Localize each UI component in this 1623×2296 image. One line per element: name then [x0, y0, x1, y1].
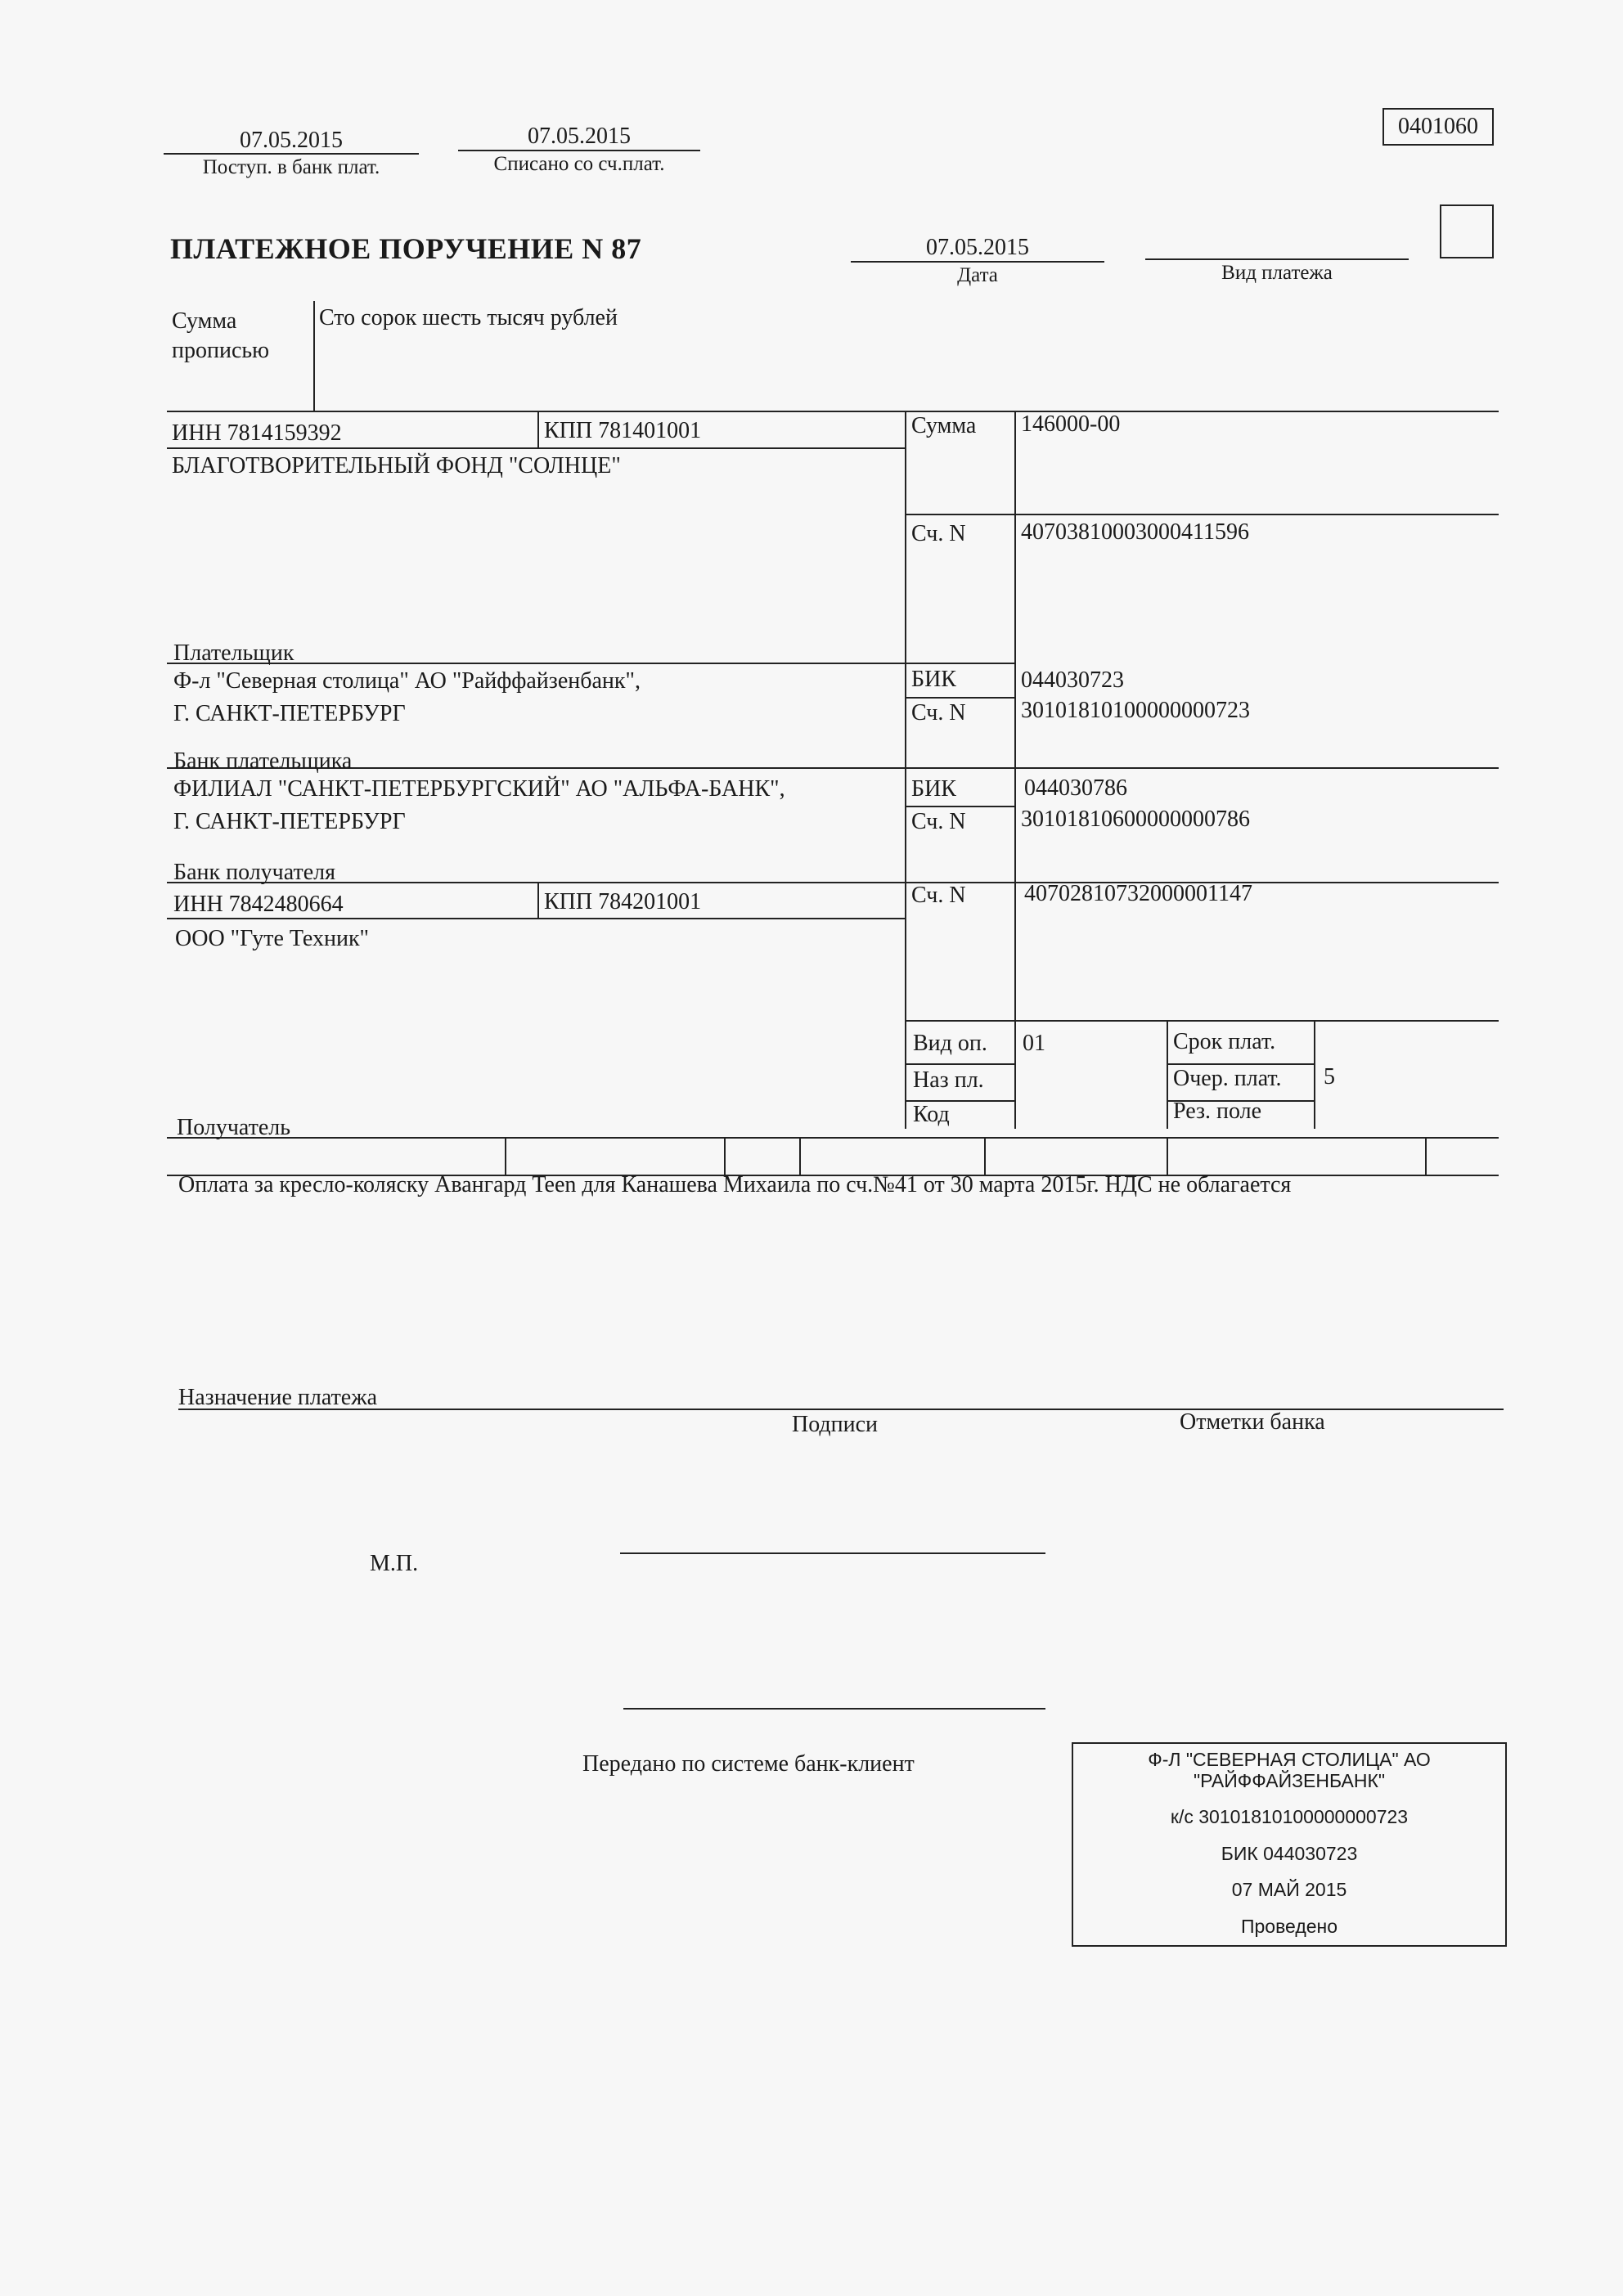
form-code-box	[1382, 108, 1494, 146]
signature-line-2	[623, 1708, 1045, 1710]
payment-type-line	[1145, 258, 1409, 260]
recipient-bank-bik: 044030786	[1024, 775, 1127, 801]
recipient-acc-label: Сч. N	[911, 883, 966, 908]
grid-line	[724, 1137, 726, 1175]
grid-line	[905, 1063, 1014, 1065]
grid-line	[799, 1137, 801, 1175]
bank-stamp-line-5: 07 МАЙ 2015	[1231, 1879, 1347, 1900]
reserve-label: Рез. поле	[1173, 1099, 1262, 1124]
term-label: Срок плат.	[1173, 1029, 1276, 1054]
grid-line	[905, 697, 1014, 699]
payment-type-checkbox	[1440, 204, 1494, 258]
op-type-label: Вид оп.	[913, 1031, 987, 1056]
recipient-bank-label: Банк получателя	[173, 860, 335, 885]
bank-stamp-line-2: "РАЙФФАЙЗЕНБАНК"	[1193, 1770, 1386, 1791]
payer-account-label: Сч. N	[911, 521, 966, 546]
document-date-line	[851, 261, 1104, 263]
payer-bank-acc: 30101810100000000723	[1021, 698, 1250, 723]
code-label: Код	[913, 1102, 950, 1127]
purpose-code-label: Наз пл.	[913, 1067, 984, 1093]
recipient-acc: 40702810732000001147	[1024, 881, 1252, 906]
payer-bank-name-1: Ф-л "Северная столица" АО "Райффайзенбанк",	[173, 668, 641, 694]
payer-bank-name-2: Г. САНКТ-ПЕТЕРБУРГ	[173, 701, 406, 726]
payer-bank-label: Банк плательщика	[173, 748, 353, 774]
grid-line	[167, 882, 1499, 883]
received-date-line	[164, 153, 419, 155]
recipient-bank-acc-label: Сч. N	[911, 809, 966, 834]
payment-purpose-text: Оплата за кресло-коляску Авангард Teen для Канашева Михаила по сч.№41 от 30 марта 2015г. НДС не облагается	[178, 1172, 1292, 1197]
signature-line-1	[620, 1552, 1045, 1554]
recipient-label: Получатель	[177, 1115, 291, 1140]
received-date: 07.05.2015	[240, 128, 343, 153]
recipient-bank-name-1: ФИЛИАЛ "САНКТ-ПЕТЕРБУРГСКИЙ" АО "АЛЬФА-БАНК",	[173, 776, 785, 802]
bank-marks-label: Отметки банка	[1180, 1409, 1325, 1435]
payer-bank-bik-label: БИК	[911, 667, 956, 692]
amount-words-value: Сто сорок шесть тысяч рублей	[319, 305, 618, 330]
grid-line	[167, 411, 1499, 412]
amount-words-divider	[313, 301, 315, 412]
grid-line	[984, 1137, 986, 1175]
payer-bank-bik: 044030723	[1021, 667, 1124, 693]
stamp-place-label: М.П.	[370, 1551, 419, 1576]
grid-line	[505, 1137, 506, 1175]
grid-line	[167, 447, 905, 449]
payer-name: БЛАГОТВОРИТЕЛЬНЫЙ ФОНД "СОЛНЦЕ"	[172, 453, 621, 479]
grid-line	[167, 767, 1499, 769]
bank-stamp-line-6: Проведено	[1240, 1916, 1338, 1937]
recipient-bank-name-2: Г. САНКТ-ПЕТЕРБУРГ	[173, 809, 406, 834]
received-label: Поступ. в банк плат.	[202, 156, 380, 178]
bank-stamp-line-1: Ф-Л "СЕВЕРНАЯ СТОЛИЦА" АО	[1148, 1749, 1431, 1770]
sum-label: Сумма	[911, 413, 977, 438]
payer-inn: ИНН 7814159392	[172, 420, 342, 446]
debited-date: 07.05.2015	[528, 124, 631, 149]
grid-line	[1014, 1020, 1016, 1129]
grid-line	[1014, 411, 1016, 1021]
transmission-note: Передано по системе банк-клиент	[582, 1751, 915, 1777]
grid-line	[167, 1137, 1499, 1139]
grid-line	[537, 411, 539, 447]
grid-line	[1425, 1137, 1427, 1175]
recipient-inn: ИНН 7842480664	[173, 892, 344, 917]
recipient-bank-bik-label: БИК	[911, 776, 956, 802]
grid-line	[905, 806, 1014, 807]
amount-words-label-1: Сумма	[172, 308, 237, 334]
grid-line	[905, 514, 1499, 515]
recipient-kpp: КПП 784201001	[544, 889, 702, 914]
recipient-name: ООО "Гуте Техник"	[175, 926, 369, 951]
grid-line	[1314, 1020, 1315, 1129]
payer-account: 40703810003000411596	[1021, 519, 1249, 545]
payment-type-label: Вид платежа	[1221, 262, 1333, 284]
recipient-bank-acc: 30101810600000000786	[1021, 807, 1250, 832]
bank-stamp-line-4: БИК 044030723	[1221, 1843, 1358, 1864]
payer-bank-acc-label: Сч. N	[911, 700, 966, 726]
document-date-label: Дата	[957, 264, 998, 286]
amount-words-label-2: прописью	[172, 338, 270, 363]
debited-label: Списано со сч.плат.	[493, 153, 665, 175]
payment-purpose-label: Назначение платежа	[178, 1385, 378, 1410]
grid-line	[1167, 1020, 1168, 1129]
bank-stamp-line-3: к/с 30101810100000000723	[1170, 1806, 1409, 1827]
order-value: 5	[1324, 1064, 1335, 1090]
signatures-label: Подписи	[792, 1412, 879, 1437]
payer-label: Плательщик	[173, 640, 294, 666]
document-date: 07.05.2015	[926, 235, 1029, 260]
grid-line	[905, 1020, 1499, 1022]
bank-stamp	[1072, 1742, 1507, 1947]
grid-line	[1167, 1137, 1168, 1175]
grid-line	[537, 882, 539, 918]
form-code: 0401060	[1398, 114, 1478, 139]
debited-date-line	[458, 150, 700, 151]
order-label: Очер. плат.	[1173, 1066, 1282, 1091]
sum-value: 146000-00	[1021, 411, 1121, 437]
page-title: ПЛАТЕЖНОЕ ПОРУЧЕНИЕ N 87	[170, 232, 642, 265]
payer-kpp: КПП 781401001	[544, 418, 702, 443]
op-type: 01	[1023, 1031, 1045, 1056]
